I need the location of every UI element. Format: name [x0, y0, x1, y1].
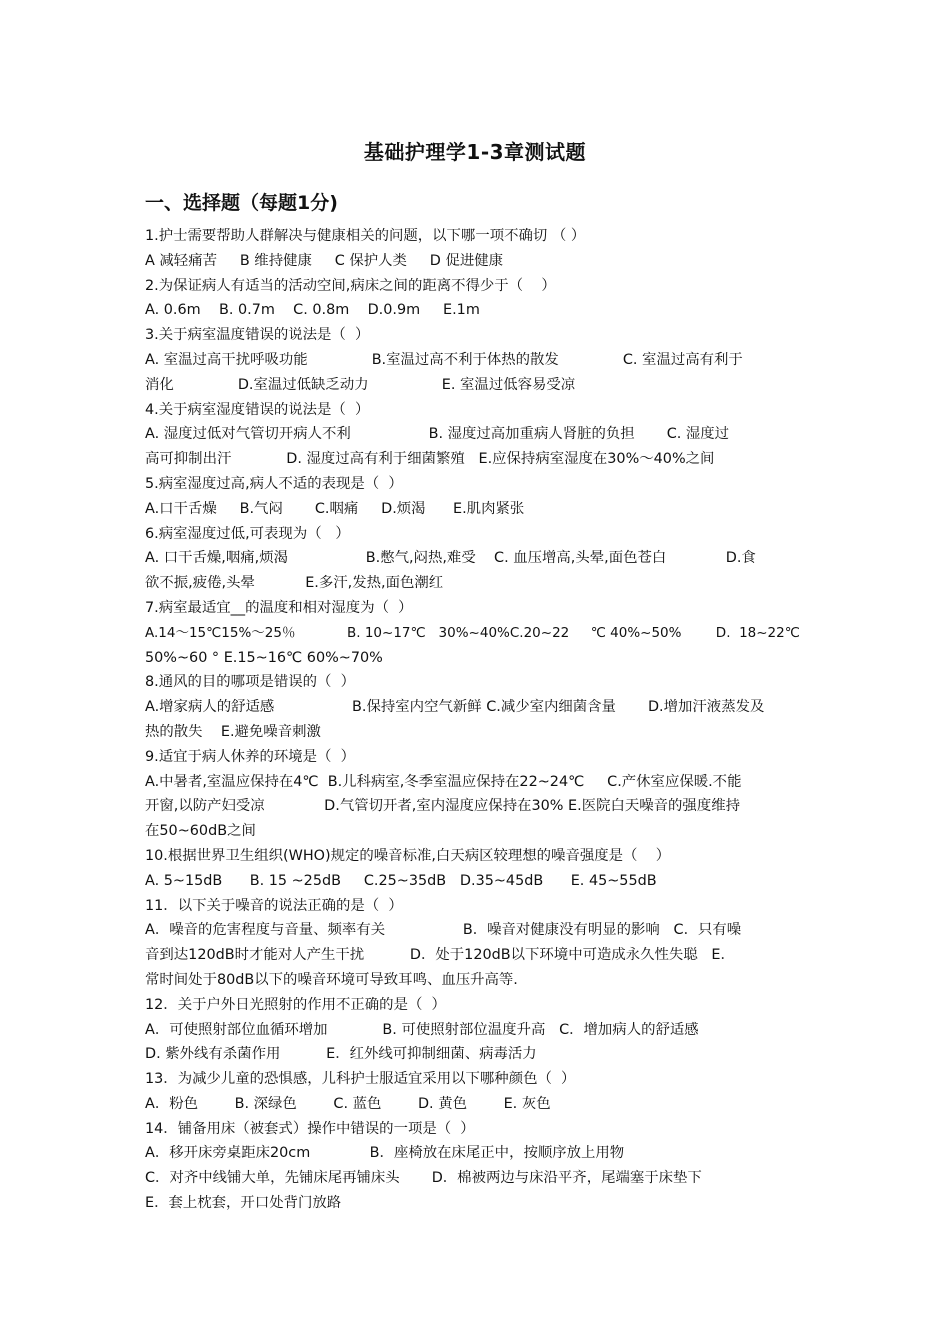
- text-line: 7.病室最适宜__的温度和相对湿度为（ ）: [145, 599, 413, 616]
- text-line: 音到达120dB时才能对人产生干扰 D．处于120dB以下环境中可造成永久性失聪 E．: [145, 947, 735, 964]
- text-line: A.增家病人的舒适感 B.保持室内空气新鲜 C.减少室内细菌含量 D.增加汗液蒸发及: [145, 699, 765, 716]
- document-title: 基础护理学1-3章测试题: [363, 140, 587, 164]
- text-line: 2.为保证病人有适当的活动空间,病床之间的距离不得少于（ ）: [145, 277, 556, 294]
- text-line: D. 紫外线有杀菌作用 E．红外线可抑制细菌、病毒活力: [145, 1046, 537, 1063]
- text-line: 高可抑制出汗 D. 湿度过高有利于细菌繁殖 E.应保持病室湿度在30%～40%之间: [145, 451, 715, 468]
- text-line: A. 湿度过低对气管切开病人不利 B. 湿度过高加重病人肾脏的负担 C. 湿度过: [145, 426, 730, 443]
- text-line: A 减轻痛苦 B 维持健康 C 保护人类 D 促进健康: [145, 252, 504, 269]
- text-line: 3.关于病室温度错误的说法是（ ）: [145, 327, 370, 344]
- text-line: A.中暑者,室温应保持在4℃ B.儿科病室,冬季室温应保持在22~24℃ C.产休室应保暖.不能: [145, 773, 742, 790]
- text-line: 开窗,以防产妇受凉 D.气管切开者,室内湿度应保持在30% E.医院白天噪音的强度维持: [145, 798, 741, 815]
- text-line: A．粉色 B. 深绿色 C. 蓝色 D. 黄色 E. 灰色: [145, 1095, 551, 1112]
- text-line: 50%~60 ° E.15~16℃ 60%~70%: [145, 649, 383, 666]
- text-line: A. 室温过高干扰呼吸功能 B.室温过高不利于体热的散发 C. 室温过高有利于: [145, 351, 743, 368]
- text-line: 热的散失 E.避免噪音刺激: [145, 723, 321, 740]
- text-line: 10.根据世界卫生组织(WHO)规定的噪音标准,白天病区较理想的噪音强度是（ ）: [145, 847, 671, 864]
- text-line: A. 口干舌燥,咽痛,烦渴 B.憋气,闷热,难受 C. 血压增高,头晕,面色苍白 D.食: [145, 550, 756, 567]
- text-line: C．对齐中线铺大单，先铺床尾再铺床头 D．棉被两边与床沿平齐，尾端塞于床垫下: [145, 1170, 702, 1187]
- text-line: 11．以下关于噪音的说法正确的是（ ）: [145, 897, 403, 914]
- text-line: E．套上枕套，开口处背门放路: [145, 1195, 342, 1212]
- text-line: A．可使照射部位血循环增加 B. 可使照射部位温度升高 C．增加病人的舒适感: [145, 1021, 699, 1038]
- text-line: 常时间处于80dB以下的噪音环境可导致耳鸣、血压升高等.: [145, 971, 518, 988]
- question-body: [145, 224, 805, 1216]
- text-line: 1.护士需要帮助人群解决与健康相关的问题，以下哪一项不确切 （ ）: [145, 228, 586, 244]
- text-line: A.14～15℃15%～25％ B. 10~17℃ 30%~40%C.20~22 ℃ 40%~50% D. 18~22℃: [145, 624, 800, 641]
- text-line: 13．为减少儿童的恐惧感，儿科护士服适宜采用以下哪种颜色（ ）: [145, 1071, 576, 1088]
- text-line: 欲不振,疲倦,头晕 E.多汗,发热,面色潮红: [145, 575, 444, 592]
- text-line: 5.病室湿度过高,病人不适的表现是（ ）: [145, 475, 403, 492]
- text-line: A．移开床旁桌距床20cm B．座椅放在床尾正中，按顺序放上用物: [145, 1145, 625, 1162]
- text-line: 8.通风的目的哪项是错误的（ ）: [145, 674, 355, 691]
- text-line: A.口干舌燥 B.气闷 C.咽痛 D.烦渴 E.肌肉紧张: [145, 500, 525, 517]
- text-line: 14．铺备用床（被套式）操作中错误的一项是（ ）: [145, 1120, 475, 1137]
- text-line: 消化 D.室温过低缺乏动力 E. 室温过低容易受凉: [145, 376, 576, 393]
- text-line: 6.病室湿度过低,可表现为（ ）: [145, 525, 350, 542]
- text-line: A．噪音的危害程度与音量、频率有关 B．噪音对健康没有明显的影响 C．只有噪: [145, 922, 742, 939]
- text-line: A. 5~15dB B. 15 ~25dB C.25~35dB D.35~45dB E. 45~55dB: [145, 872, 657, 889]
- text-line: 在50~60dB之间: [145, 823, 256, 840]
- text-line: 4.关于病室湿度错误的说法是（ ）: [145, 401, 370, 418]
- text-line: 12．关于户外日光照射的作用不正确的是（ ）: [145, 996, 446, 1013]
- section-heading: 一、选择题（每题1分): [145, 192, 338, 214]
- text-line: 9.适宜于病人休养的环境是（ ）: [145, 748, 355, 765]
- text-line: A. 0.6m B. 0.7m C. 0.8m D.0.9m E.1m: [145, 302, 480, 319]
